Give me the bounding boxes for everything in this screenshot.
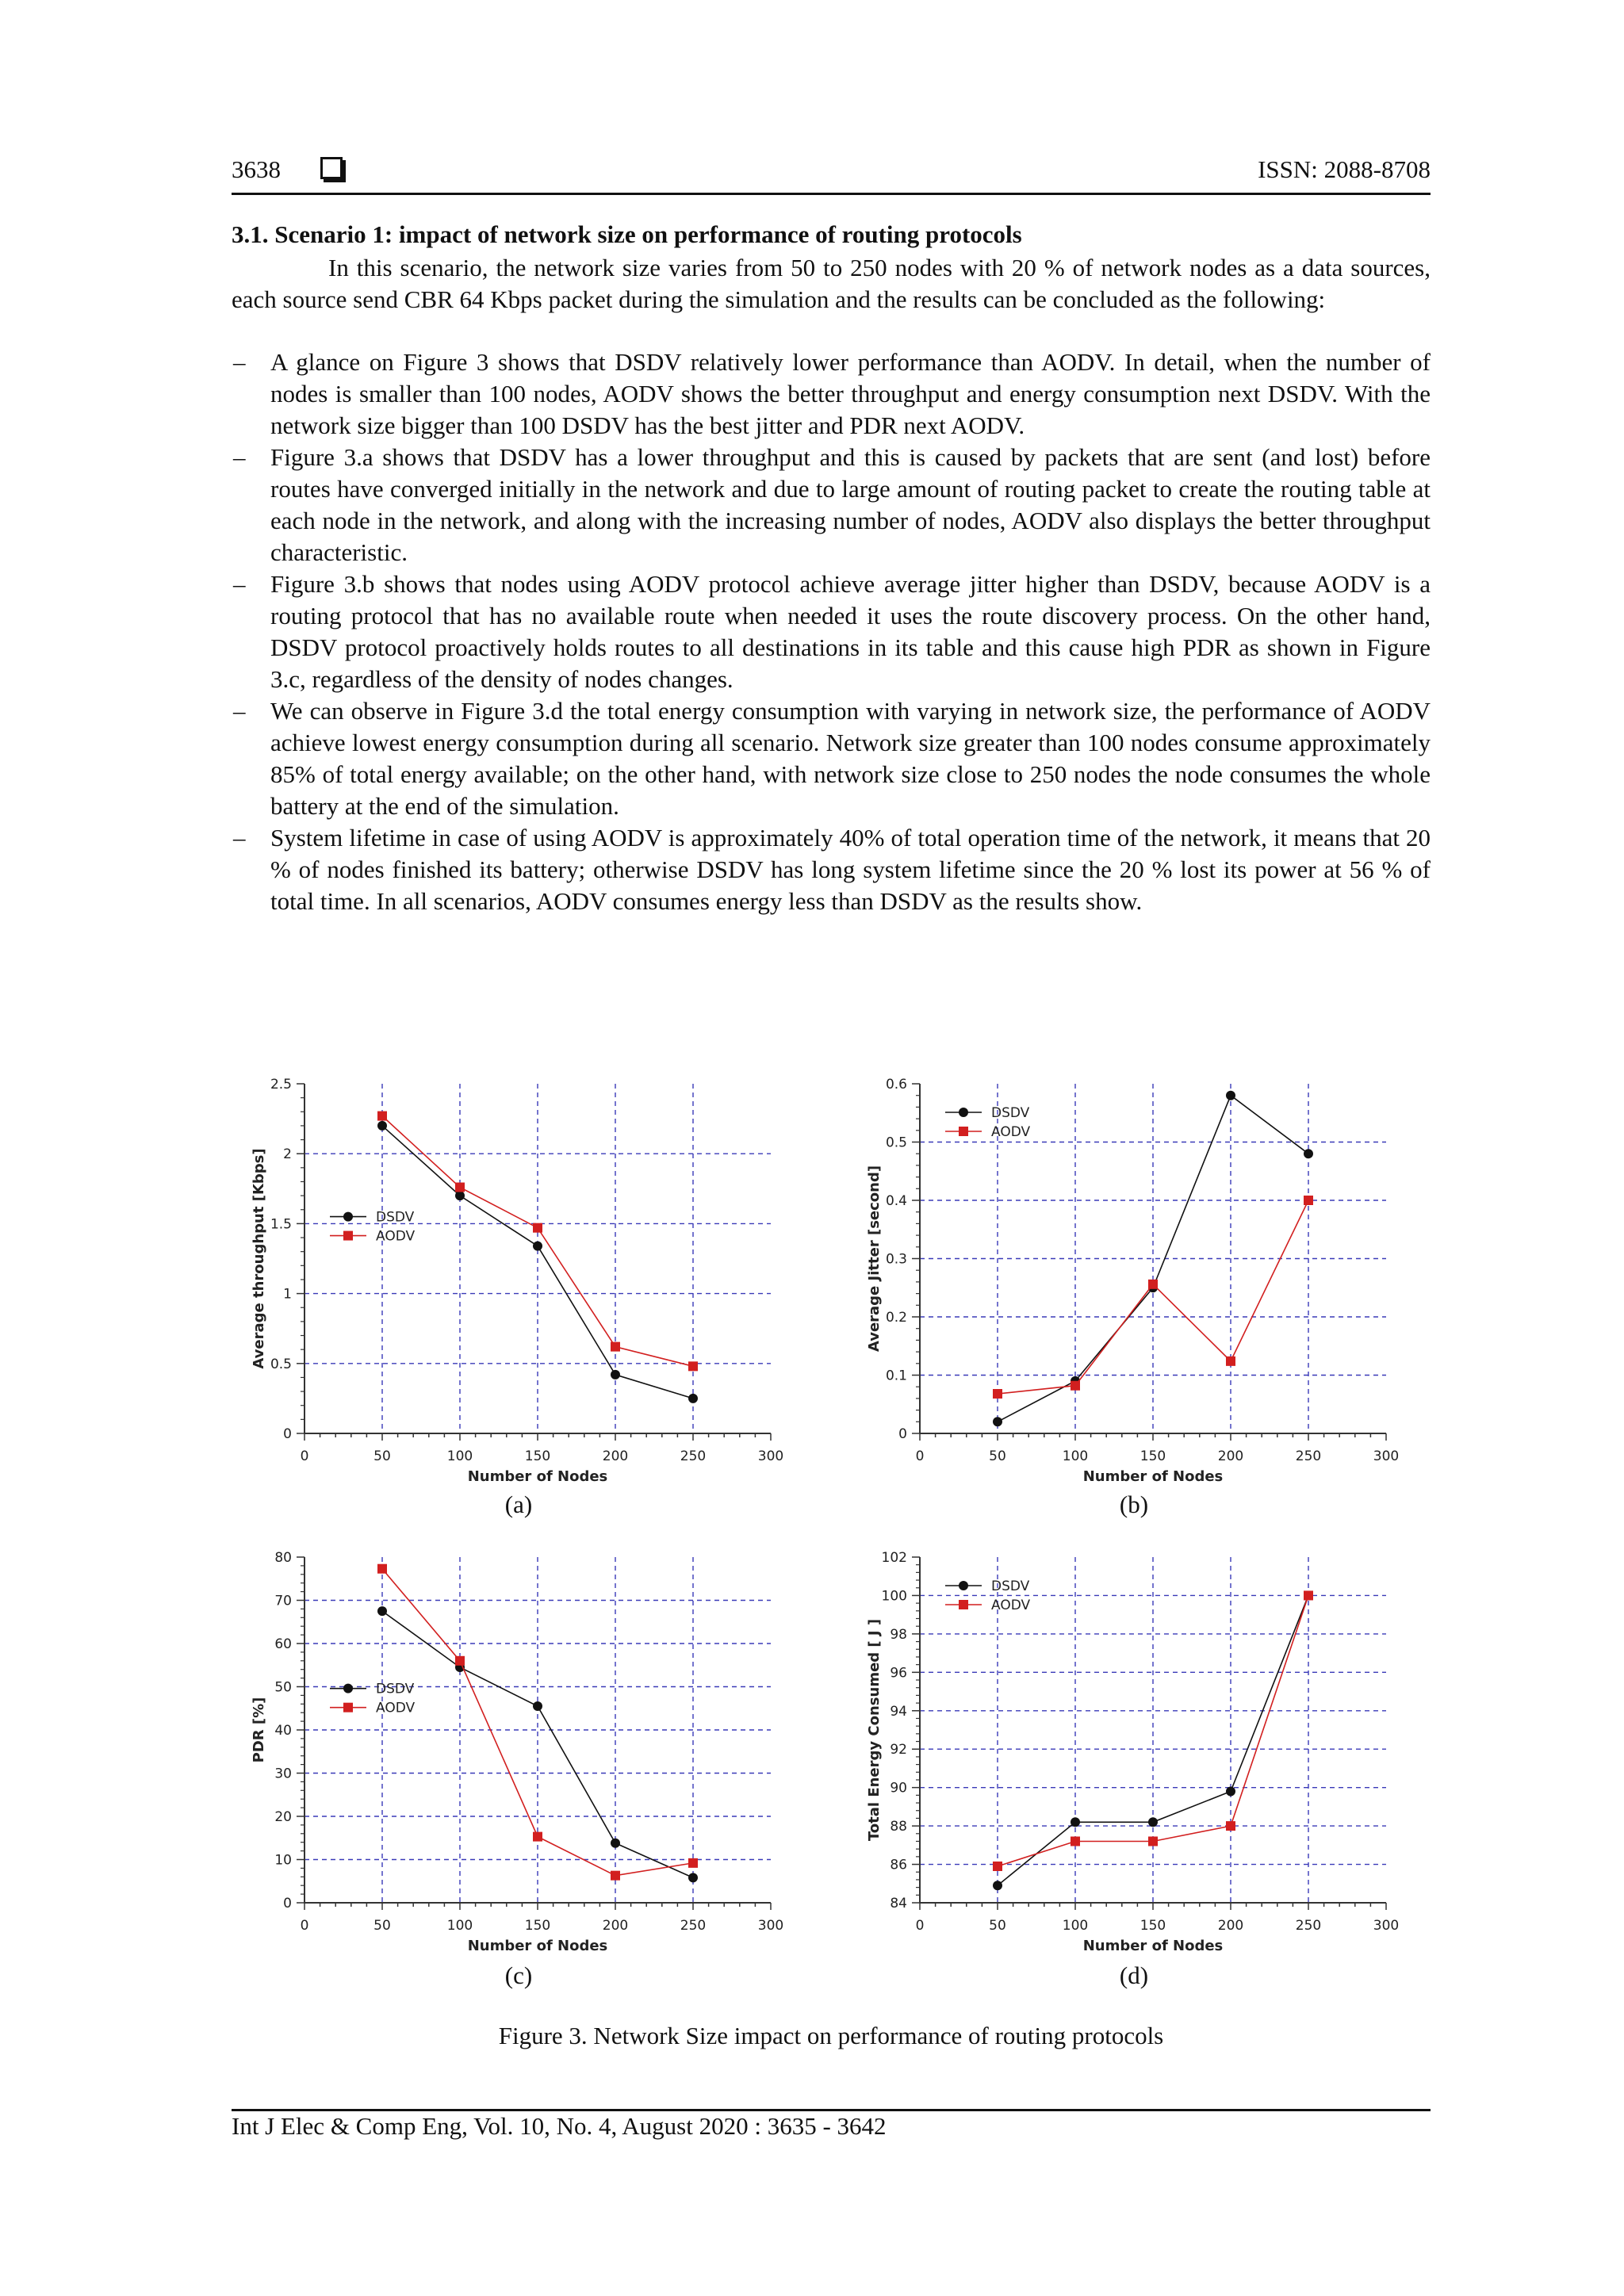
x-axis-label: Number of Nodes	[1082, 1468, 1224, 1485]
x-tick-label: 300	[1373, 1448, 1400, 1464]
legend-marker	[959, 1127, 968, 1136]
bullet-text: System lifetime in case of using AODV is approximately 40% of total operation time of the network, it means that 20 % of nodes finished its battery; otherwise DSDV has long system lifetime since the 20 % lost its power at 56 % of total time. In all scenarios, AODV consumes energy less than DSDV as the results show.	[270, 824, 1431, 915]
x-axis-label: Number of Nodes	[467, 1938, 608, 1954]
data-point-aodv	[377, 1564, 387, 1574]
y-tick-label: 0	[898, 1426, 907, 1442]
legend-label: AODV	[376, 1228, 416, 1245]
y-tick-label: 0.5	[270, 1356, 292, 1372]
bullet-marker: –	[233, 570, 246, 598]
y-tick-label: 96	[890, 1665, 907, 1682]
x-tick-label: 50	[373, 1918, 391, 1934]
data-point-dsdv	[1071, 1817, 1080, 1827]
y-tick-label: 50	[274, 1679, 292, 1696]
bullet-text: We can observe in Figure 3.d the total energy consumption with varying in network size, the performance of AODV achieve lowest energy consumption during all scenario. Network size greater than 100 nodes consume approximately 85% of total energy available; on the other hand, with network size close to 250 nodes the node consumes the whole battery at the end of the simulation.	[270, 697, 1431, 820]
y-tick-label: 20	[274, 1809, 292, 1825]
list-item	[232, 695, 1431, 822]
bullet-marker: –	[233, 697, 246, 725]
x-axis-label: Number of Nodes	[467, 1468, 608, 1485]
y-tick-label: 0	[283, 1896, 292, 1911]
y-tick-label: 60	[274, 1636, 292, 1652]
x-tick-label: 50	[373, 1448, 391, 1464]
list-item	[232, 568, 1431, 695]
issn: ISSN: 2088-8708	[1258, 155, 1431, 183]
y-tick-label: 84	[890, 1896, 907, 1911]
data-point-dsdv	[611, 1370, 620, 1380]
x-tick-label: 300	[1373, 1918, 1400, 1934]
chart-jitter	[847, 1066, 1418, 1490]
x-tick-label: 150	[1139, 1448, 1166, 1464]
legend-label: AODV	[991, 1598, 1031, 1613]
data-point-aodv	[1071, 1836, 1080, 1846]
legend-marker	[959, 1108, 968, 1117]
x-tick-label: 250	[680, 1918, 707, 1934]
bullet-marker: –	[233, 443, 246, 471]
legend-marker	[343, 1703, 353, 1712]
list-item	[232, 442, 1431, 568]
legend-label: DSDV	[376, 1681, 415, 1697]
y-axis-label: Total Energy Consumed [ J ]	[866, 1618, 883, 1842]
page-header	[232, 155, 1431, 187]
x-tick-label: 50	[989, 1918, 1006, 1934]
y-axis-label: PDR [%]	[251, 1697, 267, 1763]
y-tick-label: 90	[890, 1780, 907, 1797]
y-tick-label: 70	[274, 1593, 292, 1609]
x-tick-label: 100	[446, 1448, 473, 1464]
footer-citation: Int J Elec & Comp Eng, Vol. 10, No. 4, August 2020 : 3635 - 3642	[232, 2112, 887, 2140]
legend-marker	[343, 1212, 353, 1222]
data-point-dsdv	[993, 1417, 1002, 1426]
y-axis-label: Average throughput [Kbps]	[251, 1148, 267, 1369]
data-point-dsdv	[533, 1701, 542, 1711]
data-point-dsdv	[611, 1839, 620, 1848]
panel-label-a: (a)	[504, 1490, 533, 1518]
x-tick-label: 50	[989, 1448, 1006, 1464]
data-point-dsdv	[377, 1606, 387, 1616]
x-tick-label: 300	[757, 1448, 784, 1464]
legend-label: AODV	[991, 1124, 1031, 1140]
y-tick-label: 88	[890, 1819, 907, 1835]
y-axis-label: Average Jitter [second]	[866, 1165, 883, 1353]
y-tick-label: 40	[274, 1723, 292, 1739]
legend-label: DSDV	[376, 1209, 415, 1226]
y-tick-label: 0.6	[885, 1077, 907, 1093]
y-tick-label: 0.3	[885, 1251, 907, 1268]
section-title: 3.1. Scenario 1: impact of network size on performance of routing protocols	[232, 220, 1022, 248]
data-point-aodv	[533, 1832, 542, 1842]
y-tick-label: 92	[890, 1742, 907, 1758]
y-tick-label: 100	[881, 1588, 907, 1605]
panel-label-b: (b)	[1119, 1490, 1149, 1518]
legend-marker	[959, 1600, 968, 1609]
x-tick-label: 100	[1062, 1918, 1089, 1934]
data-point-aodv	[993, 1389, 1002, 1399]
y-tick-label: 98	[890, 1626, 907, 1643]
footer-rule	[232, 2109, 1431, 2111]
y-tick-label: 0.5	[885, 1135, 907, 1151]
data-point-aodv	[1226, 1357, 1235, 1366]
square-icon	[320, 157, 343, 179]
legend-marker	[343, 1684, 353, 1693]
list-item	[232, 822, 1431, 917]
data-point-aodv	[1148, 1836, 1158, 1846]
x-tick-label: 0	[915, 1918, 925, 1934]
y-tick-label: 2.5	[270, 1077, 292, 1093]
x-tick-label: 100	[1062, 1448, 1089, 1464]
data-point-aodv	[688, 1858, 698, 1868]
data-point-aodv	[1071, 1381, 1080, 1391]
x-tick-label: 100	[446, 1918, 473, 1934]
y-tick-label: 2	[283, 1146, 292, 1163]
bullet-text: Figure 3.a shows that DSDV has a lower throughput and this is caused by packets that are sent (and lost) before routes have converged initially in the network and due to large amount of routing packet to create the routing table at each node in the network, and along with the increasing number of nodes, AODV also displays the better throughput characteristic.	[270, 443, 1431, 566]
bullet-text: Figure 3.b shows that nodes using AODV protocol achieve average jitter higher than DSDV, because AODV is a routing protocol that has no available route when needed it uses the route discovery process. On the other hand, DSDV protocol proactively holds routes to all destinations in its table and this cause high PDR as shown in Figure 3.c, regardless of the density of nodes changes.	[270, 570, 1431, 693]
x-tick-label: 200	[602, 1918, 629, 1934]
legend-label: DSDV	[991, 1105, 1030, 1121]
x-tick-label: 300	[757, 1918, 784, 1934]
bullet-marker: –	[233, 824, 246, 851]
data-point-aodv	[611, 1342, 620, 1352]
panel-label-c: (c)	[504, 1961, 533, 1989]
data-point-dsdv	[1226, 1091, 1235, 1100]
data-point-dsdv	[455, 1191, 465, 1200]
data-point-aodv	[1226, 1821, 1235, 1831]
data-point-dsdv	[1304, 1149, 1313, 1158]
list-item	[232, 346, 1431, 442]
x-tick-label: 0	[300, 1918, 309, 1934]
data-point-dsdv	[1226, 1787, 1235, 1797]
data-point-aodv	[377, 1112, 387, 1121]
x-tick-label: 200	[602, 1448, 629, 1464]
x-tick-label: 150	[524, 1448, 551, 1464]
legend-label: AODV	[376, 1700, 416, 1716]
y-tick-label: 0	[283, 1426, 292, 1442]
panel-label-d: (d)	[1119, 1961, 1149, 1989]
bullet-list	[232, 346, 1431, 917]
chart-throughput	[232, 1066, 802, 1490]
data-point-aodv	[455, 1183, 465, 1192]
data-point-dsdv	[688, 1394, 698, 1403]
data-point-dsdv	[533, 1242, 542, 1251]
intro-paragraph: In this scenario, the network size varies from 50 to 250 nodes with 20 % of network nodes as a data sources, each source send CBR 64 Kbps packet during the simulation and the results can be concluded as the following:	[232, 254, 1431, 313]
x-tick-label: 200	[1217, 1918, 1244, 1934]
x-tick-label: 250	[1295, 1918, 1322, 1934]
legend-label: DSDV	[991, 1578, 1030, 1594]
y-tick-label: 0.4	[885, 1193, 907, 1209]
y-tick-label: 0.1	[885, 1368, 907, 1384]
y-tick-label: 1	[283, 1286, 292, 1303]
y-tick-label: 0.2	[885, 1310, 907, 1326]
figure-caption: Figure 3. Network Size impact on performance of routing protocols	[498, 2022, 1164, 2049]
y-tick-label: 94	[890, 1703, 907, 1720]
data-point-aodv	[611, 1871, 620, 1881]
y-tick-label: 102	[881, 1550, 907, 1566]
bullet-marker: –	[233, 348, 246, 376]
data-point-aodv	[1304, 1590, 1313, 1600]
data-point-dsdv	[1148, 1817, 1158, 1827]
data-point-aodv	[1148, 1280, 1158, 1289]
x-tick-label: 0	[915, 1448, 925, 1464]
data-point-dsdv	[688, 1873, 698, 1882]
x-tick-label: 150	[524, 1918, 551, 1934]
bullet-text: A glance on Figure 3 shows that DSDV relatively lower performance than AODV. In detail, when the number of nodes is smaller than 100 nodes, AODV shows the better throughput and energy consumption next DSDV. With the network size bigger than 100 DSDV has the best jitter and PDR next AODV.	[270, 348, 1431, 439]
y-tick-label: 30	[274, 1766, 292, 1782]
y-tick-label: 80	[274, 1550, 292, 1566]
x-tick-label: 250	[680, 1448, 707, 1464]
data-point-aodv	[993, 1862, 1002, 1871]
legend-marker	[959, 1581, 968, 1590]
data-point-aodv	[533, 1223, 542, 1233]
x-tick-label: 200	[1217, 1448, 1244, 1464]
x-tick-label: 250	[1295, 1448, 1322, 1464]
data-point-aodv	[1304, 1196, 1313, 1205]
y-tick-label: 1.5	[270, 1216, 292, 1233]
data-point-dsdv	[993, 1881, 1002, 1890]
chart-pdr	[232, 1540, 802, 1960]
y-tick-label: 10	[274, 1852, 292, 1869]
legend-marker	[343, 1231, 353, 1241]
page-number: 3638	[232, 155, 281, 183]
x-axis-label: Number of Nodes	[1082, 1938, 1224, 1954]
header-rule	[232, 193, 1431, 195]
y-tick-label: 86	[890, 1857, 907, 1873]
data-point-aodv	[455, 1656, 465, 1666]
x-tick-label: 0	[300, 1448, 309, 1464]
data-point-dsdv	[377, 1121, 387, 1131]
data-point-aodv	[688, 1361, 698, 1371]
x-tick-label: 150	[1139, 1918, 1166, 1934]
chart-energy	[847, 1540, 1418, 1960]
